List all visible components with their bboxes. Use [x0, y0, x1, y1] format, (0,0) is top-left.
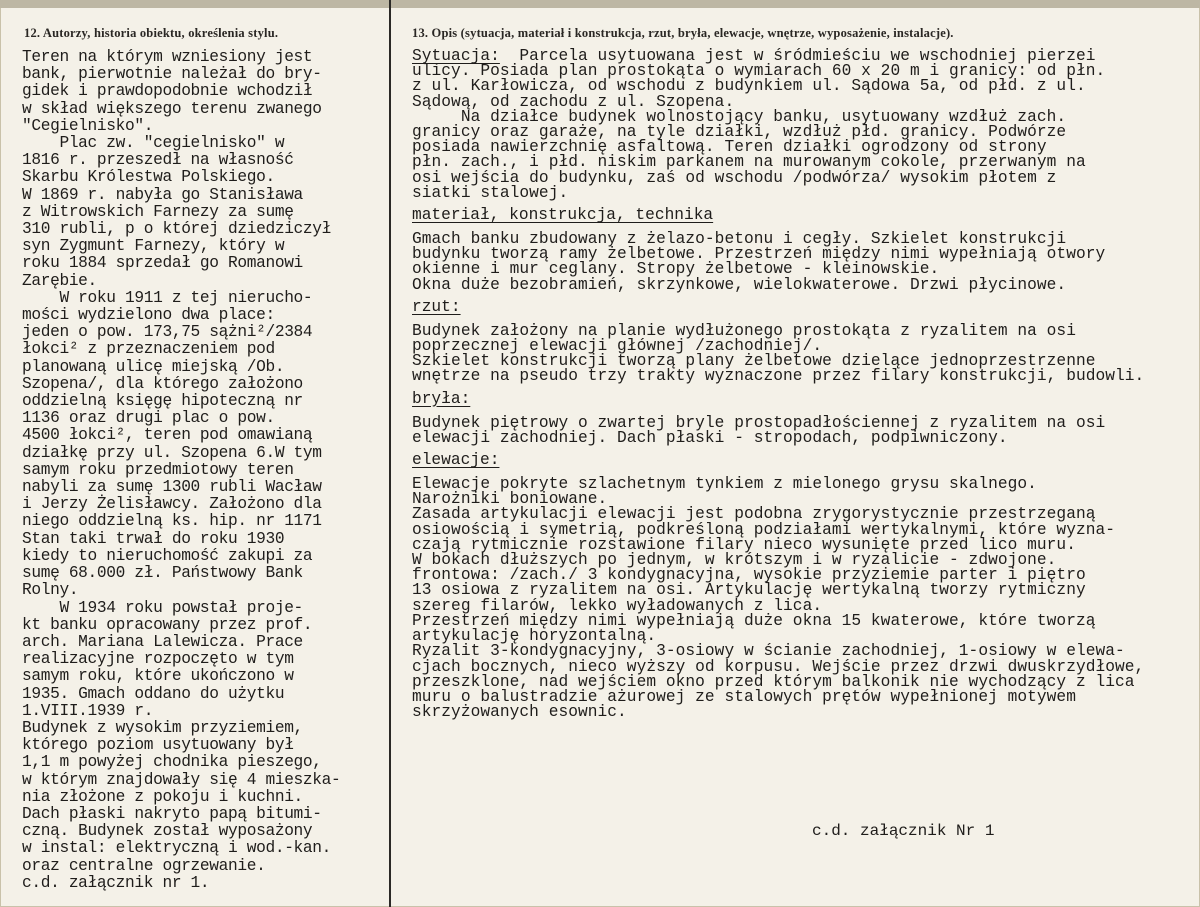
text-line: Zarębie. [22, 271, 97, 290]
text-line: Ryzalit 3-kondygnacyjny, 3-osiowy w ścianie zachodniej, 1-osiowy w elewa- [412, 642, 1125, 661]
text-line: i Jerzy Żelisławcy. Założono dla [22, 495, 322, 514]
text-line: syn Zygmunt Farnezy, który w [22, 237, 285, 256]
text-line: gidek i prawdopodobnie wchodził [22, 82, 313, 101]
history-column [22, 26, 387, 892]
text-line: w którym znajdowały się 4 mieszka- [22, 770, 341, 789]
text-line: Sądową, od zachodu z ul. Szopena. [412, 92, 735, 111]
text-line: działkę przy ul. Szopena 6.W tym [22, 443, 322, 462]
text-line: Okna duże bezobramień, skrzynkowe, wielokwaterowe. Drzwi płycinowe. [412, 275, 1067, 294]
material-section [412, 232, 1196, 293]
text-line: w skład większego terenu zwanego [22, 99, 322, 118]
text-line: z ul. Karłowicza, od wschodu z budynkiem ul. Sądowa 5a, od płd. z ul. [412, 77, 1086, 96]
material-label: materiał, konstrukcja, technika [412, 206, 714, 225]
text-line: Plac zw. "cegielnisko" w [22, 134, 285, 153]
text-line: "Cegielnisko". [22, 116, 154, 135]
text-line: w instal: elektryczną i wod.-kan. [22, 839, 332, 858]
text-line: Sytuacja: Parcela usytuowana jest w śródmieściu we wschodniej pierzei [412, 47, 1096, 65]
text-line: osi wejścia do budynku, zaś od wschodu /podwórza/ wysokim płotem z [412, 168, 1057, 187]
attachment-note: c.d. załącznik Nr 1 [812, 822, 995, 840]
text-line: W bokach dłuższych po jednym, w krótszym i w ryzalicie - zdwojone. [412, 551, 1057, 570]
description-column [412, 26, 1196, 720]
text-line: Dach płaski nakryto papą bitumi- [22, 804, 322, 823]
text-line: Narożniki boniowane. [412, 490, 608, 509]
text-line: 1935. Gmach oddano do użytku [22, 684, 285, 703]
text-line: Gmach banku zbudowany z żelazo-betonu i cegły. Szkielet konstrukcji [412, 230, 1067, 249]
text-line: arch. Mariana Lalewicza. Prace [22, 632, 303, 651]
elewacje-section [412, 477, 1196, 720]
text-line: 1816 r. przeszedł na własność [22, 151, 294, 170]
elewacje-label: elewacje: [412, 451, 500, 470]
text-line: W 1869 r. nabyła go Stanisława [22, 185, 303, 204]
text-line: 310 rubli, p o której dziedziczył [22, 220, 332, 239]
text-line: mości wydzielono dwa place: [22, 306, 275, 325]
text-line: okienne i mur ceglany. Stropy żelbetowe - kleinowskie. [412, 260, 940, 279]
bryla-label: bryła: [412, 389, 471, 408]
history-text [22, 49, 387, 892]
text-line: oraz centralne ogrzewanie. [22, 856, 266, 875]
text-line: Szopena/, dla którego założono [22, 374, 303, 393]
text-line: Rolny. [22, 581, 79, 600]
text-line: Na działce budynek wolnostojący banku, usytuowany wzdłuż zach. [412, 107, 1067, 126]
text-line: roku 1884 sprzedał go Romanowi [22, 254, 303, 273]
text-line: artykulację horyzontalną. [412, 627, 657, 646]
text-line: posiada nawierzchnię asfaltową. Teren działki ogrodzony od strony [412, 138, 1047, 157]
text-line: wnętrze na pseudo trzy trakty wyznaczone przez filary konstrukcji, budowli. [412, 367, 1145, 386]
text-line: nia złożone z pokoju i kuchni. [22, 787, 303, 806]
text-line: poprzecznej elewacji głównej /zachodniej/. [412, 337, 823, 356]
text-line: szereg filarów, lekko wyładowanych z lica. [412, 596, 823, 615]
text-line: muru o balustradzie ażurowej ze stalowych prętów wypełnionej motywem [412, 687, 1076, 706]
text-line: płn. zach., i płd. niskim parkanem na murowanym cokole, przerwanym na [412, 153, 1086, 172]
text-line: 1.VIII.1939 r. [22, 701, 154, 720]
text-line: sumę 68.000 zł. Państwowy Bank [22, 564, 303, 583]
text-line: kt banku opracowany przez prof. [22, 615, 313, 634]
text-line: czają rytmicznie rozstawione filary nieco wysunięte przed lico muru. [412, 535, 1076, 554]
text-line: frontowa: /zach./ 3 kondygnacyjna, wysokie przyziemie parter i piętro [412, 566, 1086, 585]
page-top-edge [0, 0, 1200, 8]
text-line: Skarbu Królestwa Polskiego. [22, 168, 275, 187]
text-line: planowaną ulicę miejską /Ob. [22, 357, 285, 376]
text-line: oddzielną księgę hipoteczną nr [22, 392, 303, 411]
text-line: 13 osiowa z ryzalitem na osi. Artykulację wertykalną tworzy rytmiczny [412, 581, 1086, 600]
text-line: Szkielet konstrukcji tworzą plany żelbetowe dzielące jednoprzestrzenne [412, 352, 1096, 371]
rzut-label: rzut: [412, 297, 461, 316]
text-line: budynku tworzą ramy żelbetowe. Przestrzeń między nimi wypełniają otwory [412, 245, 1106, 264]
text-line: Elewacje pokryte szlachetnym tynkiem z mielonego grysu skalnego. [412, 475, 1037, 494]
text-line: Zasada artykulacji elewacji jest podobna zrygorystycznie przestrzeganą [412, 505, 1096, 524]
text-line: samym roku, które ukończono w [22, 667, 294, 686]
text-line: W 1934 roku powstał proje- [22, 598, 303, 617]
text-line: bank, pierwotnie należał do bry- [22, 65, 322, 84]
text-line: z Witrowskich Farnezy za sumę [22, 202, 294, 221]
text-line: jeden o pow. 173,75 sążni²/2384 [22, 323, 313, 342]
description-header: 13. Opis (sytuacja, materiał i konstrukcja, rzut, bryła, elewacje, wnętrze, wyposażenie, instalacje). [412, 26, 954, 40]
text-line: 4500 łokci², teren pod omawianą [22, 426, 313, 445]
rzut-section [412, 321, 1196, 386]
text-line: samym roku przedmiotowy teren [22, 460, 294, 479]
text-line: siatki stalowej. [412, 183, 569, 202]
text-line: W roku 1911 z tej nierucho- [22, 288, 313, 307]
text-line: Przestrzeń między nimi wypełniają duże okna 15 kwaterowe, które tworzą [412, 611, 1096, 630]
sytuacja-label: Sytuacja: [412, 47, 500, 65]
text-line: Budynek piętrowy o zwartej bryle prostopadłościennej z ryzalitem na osi [412, 413, 1106, 432]
text-line: osiowością i symetrią, podkreśloną podziałami wertykalnymi, które wyzna- [412, 520, 1116, 539]
text-line: 1,1 m powyżej chodnika pieszego, [22, 753, 322, 772]
text-line: cjach bocznych, nieco wyższy od korpusu. Wejście przez drzwi dwuskrzydłowe, [412, 657, 1145, 676]
text-line: ulicy. Posiada plan prostokąta o wymiarach 60 x 20 m i granicy: od płn. [412, 62, 1106, 81]
text-line: Teren na którym wzniesiony jest [22, 48, 313, 66]
text-line: Stan taki trwał do roku 1930 [22, 529, 285, 548]
text-line: elewacji zachodniej. Dach płaski - stropodach, podpiwniczony. [412, 428, 1008, 447]
history-header: 12. Autorzy, historia obiektu, określenia stylu. [24, 26, 279, 40]
sytuacja-section [412, 49, 1196, 201]
text-line: nabyli za sumę 1300 rubli Wacław [22, 478, 322, 497]
column-divider [389, 0, 391, 907]
text-line: Budynek z wysokim przyziemiem, [22, 718, 303, 737]
text-line: Budynek założony na planie wydłużonego prostokąta z ryzalitem na osi [412, 321, 1076, 340]
text-line: kiedy to nieruchomość zakupi za [22, 546, 313, 565]
text-line: przeszklone, nad wejściem okno przed którym balkonik nie wychodzący z lica [412, 672, 1135, 691]
text-line: czną. Budynek został wyposażony [22, 822, 313, 841]
text-line: c.d. załącznik nr 1. [22, 873, 210, 892]
text-line: realizacyjne rozpoczęto w tym [22, 650, 294, 669]
text-line: łokci² z przeznaczeniem pod [22, 340, 275, 359]
text-line: granicy oraz garaże, na tyle działki, wzdłuż płd. granicy. Podwórze [412, 123, 1067, 142]
text-line: którego poziom usytuowany był [22, 736, 294, 755]
text-line: skrzyżowanych esownic. [412, 703, 627, 722]
text-line: 1136 oraz drugi plac o pow. [22, 409, 275, 428]
text-line: niego oddzielną ks. hip. nr 1171 [22, 512, 322, 531]
bryla-section [412, 413, 1196, 447]
